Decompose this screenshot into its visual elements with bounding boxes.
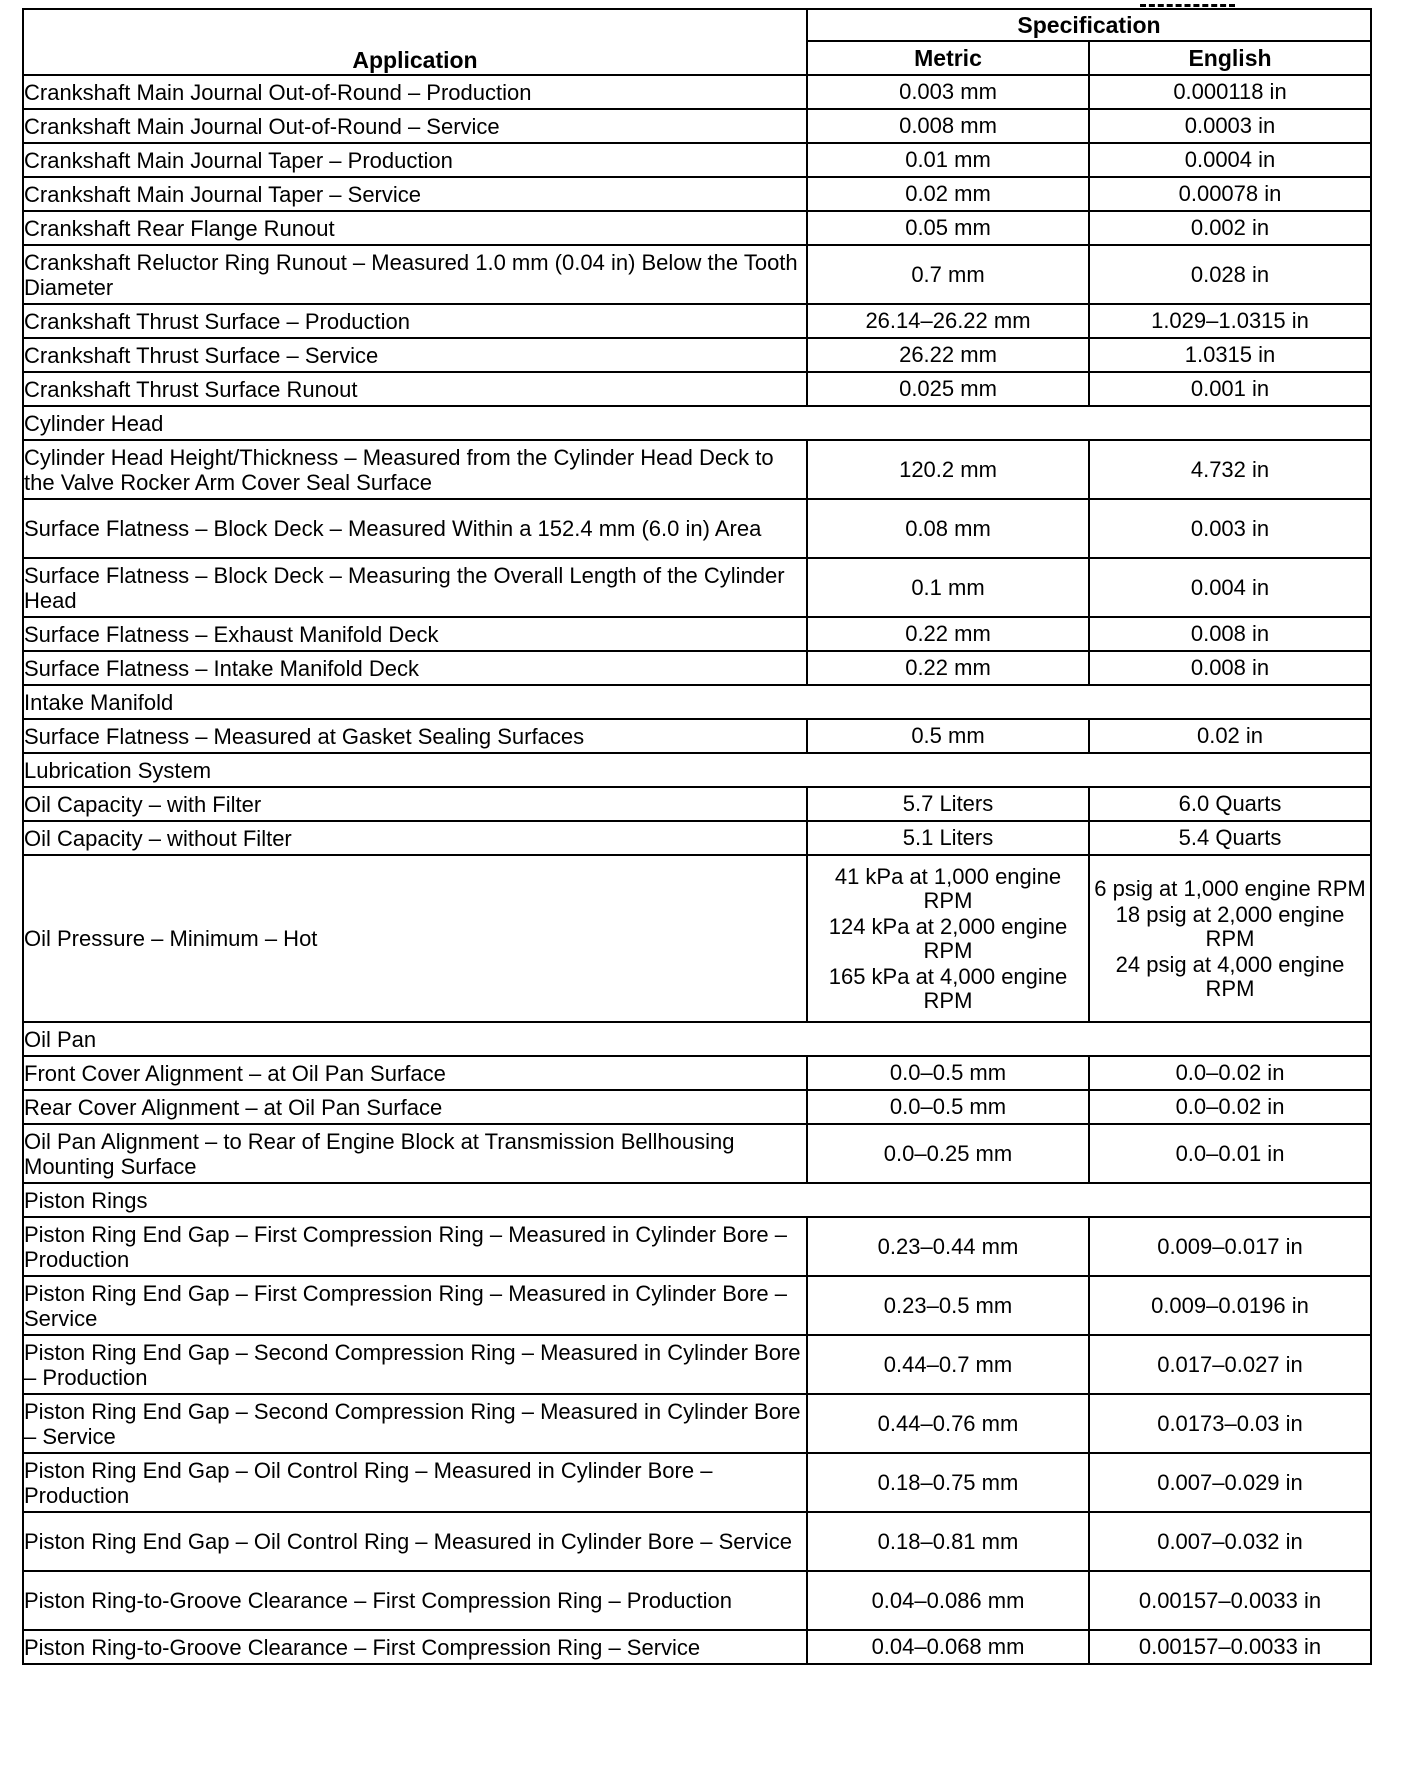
metric-cell: 0.23–0.5 mm [807, 1276, 1089, 1335]
metric-cell: 5.1 Liters [807, 821, 1089, 855]
metric-cell: 0.04–0.068 mm [807, 1630, 1089, 1664]
english-cell: 0.009–0.017 in [1089, 1217, 1371, 1276]
table-row [23, 1571, 1371, 1630]
table-row [23, 1090, 1371, 1124]
english-cell: 0.0–0.02 in [1089, 1090, 1371, 1124]
table-row [23, 1630, 1371, 1664]
english-cell: 0.0003 in [1089, 109, 1371, 143]
table-row [23, 855, 1371, 1022]
application-cell: Crankshaft Main Journal Taper – Production [23, 143, 807, 177]
table-row [23, 1217, 1371, 1276]
metric-cell: 0.025 mm [807, 372, 1089, 406]
table-row [23, 1056, 1371, 1090]
table-body [23, 75, 1371, 1664]
application-cell: Crankshaft Thrust Surface Runout [23, 372, 807, 406]
english-cell: 0.008 in [1089, 617, 1371, 651]
metric-cell: 26.14–26.22 mm [807, 304, 1089, 338]
metric-cell: 0.44–0.7 mm [807, 1335, 1089, 1394]
metric-cell: 0.18–0.81 mm [807, 1512, 1089, 1571]
metric-cell: 0.7 mm [807, 245, 1089, 304]
application-cell: Oil Capacity – with Filter [23, 787, 807, 821]
table-row [23, 440, 1371, 499]
application-cell: Piston Ring-to-Groove Clearance – First Compression Ring – Service [23, 1630, 807, 1664]
application-cell: Crankshaft Reluctor Ring Runout – Measured 1.0 mm (0.04 in) Below the Tooth Diameter [23, 245, 807, 304]
english-cell [1089, 855, 1371, 1022]
application-cell: Surface Flatness – Intake Manifold Deck [23, 651, 807, 685]
metric-cell: 5.7 Liters [807, 787, 1089, 821]
table-row [23, 1512, 1371, 1571]
section-row [23, 1183, 1371, 1217]
english-cell: 0.0–0.02 in [1089, 1056, 1371, 1090]
table-row [23, 304, 1371, 338]
metric-cell: 0.0–0.25 mm [807, 1124, 1089, 1183]
english-value-line: 24 psig at 4,000 engine RPM [1115, 951, 1345, 1001]
metric-value-line: 165 kPa at 4,000 engine RPM [828, 963, 1068, 1013]
metric-cell: 0.008 mm [807, 109, 1089, 143]
application-cell: Crankshaft Rear Flange Runout [23, 211, 807, 245]
english-cell: 0.02 in [1089, 719, 1371, 753]
table-row [23, 75, 1371, 109]
table-row [23, 1453, 1371, 1512]
english-cell: 0.007–0.032 in [1089, 1512, 1371, 1571]
application-cell: Piston Ring End Gap – Oil Control Ring – Measured in Cylinder Bore – Production [23, 1453, 807, 1512]
english-cell: 5.4 Quarts [1089, 821, 1371, 855]
metric-cell: 0.44–0.76 mm [807, 1394, 1089, 1453]
english-cell: 0.003 in [1089, 499, 1371, 558]
english-value-line: 6 psig at 1,000 engine RPM [1094, 875, 1366, 901]
section-heading: Intake Manifold [23, 685, 1371, 719]
table-row [23, 787, 1371, 821]
table-row [23, 719, 1371, 753]
section-heading: Lubrication System [23, 753, 1371, 787]
table-row [23, 1335, 1371, 1394]
english-cell: 1.0315 in [1089, 338, 1371, 372]
application-cell: Crankshaft Thrust Surface – Production [23, 304, 807, 338]
application-cell: Piston Ring End Gap – First Compression Ring – Measured in Cylinder Bore – Production [23, 1217, 807, 1276]
table-row [23, 617, 1371, 651]
metric-cell: 0.04–0.086 mm [807, 1571, 1089, 1630]
table-row [23, 558, 1371, 617]
english-cell: 0.00078 in [1089, 177, 1371, 211]
metric-cell: 26.22 mm [807, 338, 1089, 372]
english-cell: 6.0 Quarts [1089, 787, 1371, 821]
metric-cell: 0.003 mm [807, 75, 1089, 109]
table-row [23, 372, 1371, 406]
metric-cell: 0.01 mm [807, 143, 1089, 177]
application-cell: Piston Ring End Gap – Oil Control Ring – Measured in Cylinder Bore – Service [23, 1512, 807, 1571]
table-row [23, 1276, 1371, 1335]
application-cell: Surface Flatness – Exhaust Manifold Deck [23, 617, 807, 651]
application-cell: Crankshaft Main Journal Taper – Service [23, 177, 807, 211]
application-cell: Piston Ring End Gap – Second Compression Ring – Measured in Cylinder Bore – Production [23, 1335, 807, 1394]
table-row [23, 338, 1371, 372]
application-cell: Surface Flatness – Measured at Gasket Sealing Surfaces [23, 719, 807, 753]
header-english: English [1089, 41, 1371, 75]
table-row [23, 651, 1371, 685]
header-specification: Specification [807, 9, 1371, 41]
application-cell: Surface Flatness – Block Deck – Measuring the Overall Length of the Cylinder Head [23, 558, 807, 617]
application-cell: Piston Ring End Gap – Second Compression Ring – Measured in Cylinder Bore – Service [23, 1394, 807, 1453]
english-cell: 0.028 in [1089, 245, 1371, 304]
section-row [23, 753, 1371, 787]
english-cell: 4.732 in [1089, 440, 1371, 499]
metric-cell: 120.2 mm [807, 440, 1089, 499]
table-row [23, 211, 1371, 245]
english-cell: 0.000118 in [1089, 75, 1371, 109]
english-cell: 0.0004 in [1089, 143, 1371, 177]
english-cell: 0.004 in [1089, 558, 1371, 617]
table-row [23, 109, 1371, 143]
table-row [23, 143, 1371, 177]
table-row [23, 1394, 1371, 1453]
application-cell: Oil Pan Alignment – to Rear of Engine Block at Transmission Bellhousing Mounting Surface [23, 1124, 807, 1183]
english-cell: 1.029–1.0315 in [1089, 304, 1371, 338]
english-cell: 0.007–0.029 in [1089, 1453, 1371, 1512]
application-cell: Cylinder Head Height/Thickness – Measured from the Cylinder Head Deck to the Valve Rocker Arm Cover Seal Surface [23, 440, 807, 499]
application-cell: Front Cover Alignment – at Oil Pan Surface [23, 1056, 807, 1090]
section-heading: Piston Rings [23, 1183, 1371, 1217]
english-value-line: 18 psig at 2,000 engine RPM [1115, 901, 1345, 951]
header-metric: Metric [807, 41, 1089, 75]
metric-cell [807, 855, 1089, 1022]
metric-value-line: 124 kPa at 2,000 engine RPM [828, 913, 1068, 963]
section-heading: Cylinder Head [23, 406, 1371, 440]
metric-cell: 0.0–0.5 mm [807, 1056, 1089, 1090]
english-cell: 0.002 in [1089, 211, 1371, 245]
table-row [23, 245, 1371, 304]
application-cell: Oil Pressure – Minimum – Hot [23, 855, 807, 1022]
table-row [23, 177, 1371, 211]
english-cell: 0.00157–0.0033 in [1089, 1630, 1371, 1664]
table-row [23, 499, 1371, 558]
metric-cell: 0.0–0.5 mm [807, 1090, 1089, 1124]
metric-cell: 0.22 mm [807, 617, 1089, 651]
english-cell: 0.00157–0.0033 in [1089, 1571, 1371, 1630]
metric-cell: 0.18–0.75 mm [807, 1453, 1089, 1512]
english-cell: 0.009–0.0196 in [1089, 1276, 1371, 1335]
english-cell: 0.001 in [1089, 372, 1371, 406]
section-row [23, 685, 1371, 719]
metric-cell: 0.5 mm [807, 719, 1089, 753]
header-application: Application [23, 9, 807, 75]
application-cell: Piston Ring-to-Groove Clearance – First Compression Ring – Production [23, 1571, 807, 1630]
metric-cell: 0.08 mm [807, 499, 1089, 558]
table-row [23, 821, 1371, 855]
metric-cell: 0.22 mm [807, 651, 1089, 685]
metric-cell: 0.1 mm [807, 558, 1089, 617]
metric-cell: 0.02 mm [807, 177, 1089, 211]
application-cell: Rear Cover Alignment – at Oil Pan Surface [23, 1090, 807, 1124]
table-row [23, 1124, 1371, 1183]
application-cell: Piston Ring End Gap – First Compression Ring – Measured in Cylinder Bore – Service [23, 1276, 807, 1335]
metric-cell: 0.23–0.44 mm [807, 1217, 1089, 1276]
application-cell: Crankshaft Thrust Surface – Service [23, 338, 807, 372]
application-cell: Crankshaft Main Journal Out-of-Round – Service [23, 109, 807, 143]
metric-cell: 0.05 mm [807, 211, 1089, 245]
english-cell: 0.0–0.01 in [1089, 1124, 1371, 1183]
table-header [23, 9, 1371, 75]
english-cell: 0.008 in [1089, 651, 1371, 685]
english-cell: 0.017–0.027 in [1089, 1335, 1371, 1394]
application-cell: Oil Capacity – without Filter [23, 821, 807, 855]
section-heading: Oil Pan [23, 1022, 1371, 1056]
section-row [23, 1022, 1371, 1056]
english-cell: 0.0173–0.03 in [1089, 1394, 1371, 1453]
specification-table [22, 8, 1372, 1665]
section-row [23, 406, 1371, 440]
application-cell: Crankshaft Main Journal Out-of-Round – Production [23, 75, 807, 109]
metric-value-line: 41 kPa at 1,000 engine RPM [834, 863, 1062, 913]
application-cell: Surface Flatness – Block Deck – Measured Within a 152.4 mm (6.0 in) Area [23, 499, 807, 558]
